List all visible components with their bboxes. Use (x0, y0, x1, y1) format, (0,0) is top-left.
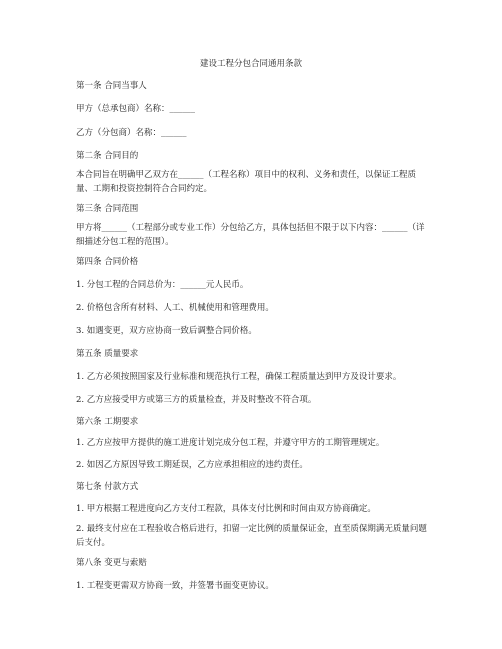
price-item-2: 2. 价格包含所有材料、人工、机械使用和管理费用。 (76, 303, 274, 313)
payment-item-2: 2. 最终支付应在工程验收合格后进行，扣留一定比例的质量保证金，直至质保期满无质量问题后支付。 (76, 524, 427, 548)
party-b-name: 乙方（分包商）名称：______ (76, 128, 187, 138)
schedule-item-2: 2. 如因乙方原因导致工期延误，乙方应承担相应的违约责任。 (76, 460, 308, 470)
section-heading-4: 第四条 合同价格 (76, 257, 139, 267)
scope-paragraph: 甲方将______（工程部分或专业工作）分包给乙方，具体包括但不限于以下内容：______（详细描述分包工程的范围）。 (76, 223, 425, 247)
payment-item-1: 1. 甲方根据工程进度向乙方支付工程款，具体支付比例和时间由双方协商确定。 (76, 504, 376, 514)
purpose-paragraph: 本合同旨在明确甲乙双方在______（工程名称）项目中的权利、义务和责任，以保证工程质量、工期和投资控制符合合同约定。 (76, 170, 417, 194)
section-heading-5: 第五条 质量要求 (76, 349, 139, 359)
quality-item-2: 2. 乙方应接受甲方或第三方的质量检查，并及时整改不符合项。 (76, 395, 317, 405)
change-item-1: 1. 工程变更需双方协商一致，并签署书面变更协议。 (76, 581, 274, 591)
section-heading-3: 第三条 合同范围 (76, 204, 139, 214)
section-heading-6: 第六条 工期要求 (76, 417, 139, 427)
section-heading-2: 第二条 合同目的 (76, 151, 139, 161)
party-a-name: 甲方（总承包商）名称：______ (76, 104, 196, 114)
price-item-1: 1. 分包工程的合同总价为：______元人民币。 (76, 280, 249, 290)
schedule-item-1: 1. 乙方应按甲方提供的施工进度计划完成分包工程，并遵守甲方的工期管理规定。 (76, 438, 385, 448)
section-heading-1: 第一条 合同当事人 (76, 81, 147, 91)
price-item-3: 3. 如遇变更，双方应协商一致后调整合同价格。 (76, 326, 257, 336)
quality-item-1: 1. 乙方必须按照国家及行业标准和规范执行工程，确保工程质量达到甲方及设计要求。 (76, 372, 402, 382)
section-heading-7: 第七条 付款方式 (76, 482, 139, 492)
document-title: 建设工程分包合同通用条款 (199, 59, 302, 69)
section-heading-8: 第八条 变更与索赔 (76, 558, 147, 568)
